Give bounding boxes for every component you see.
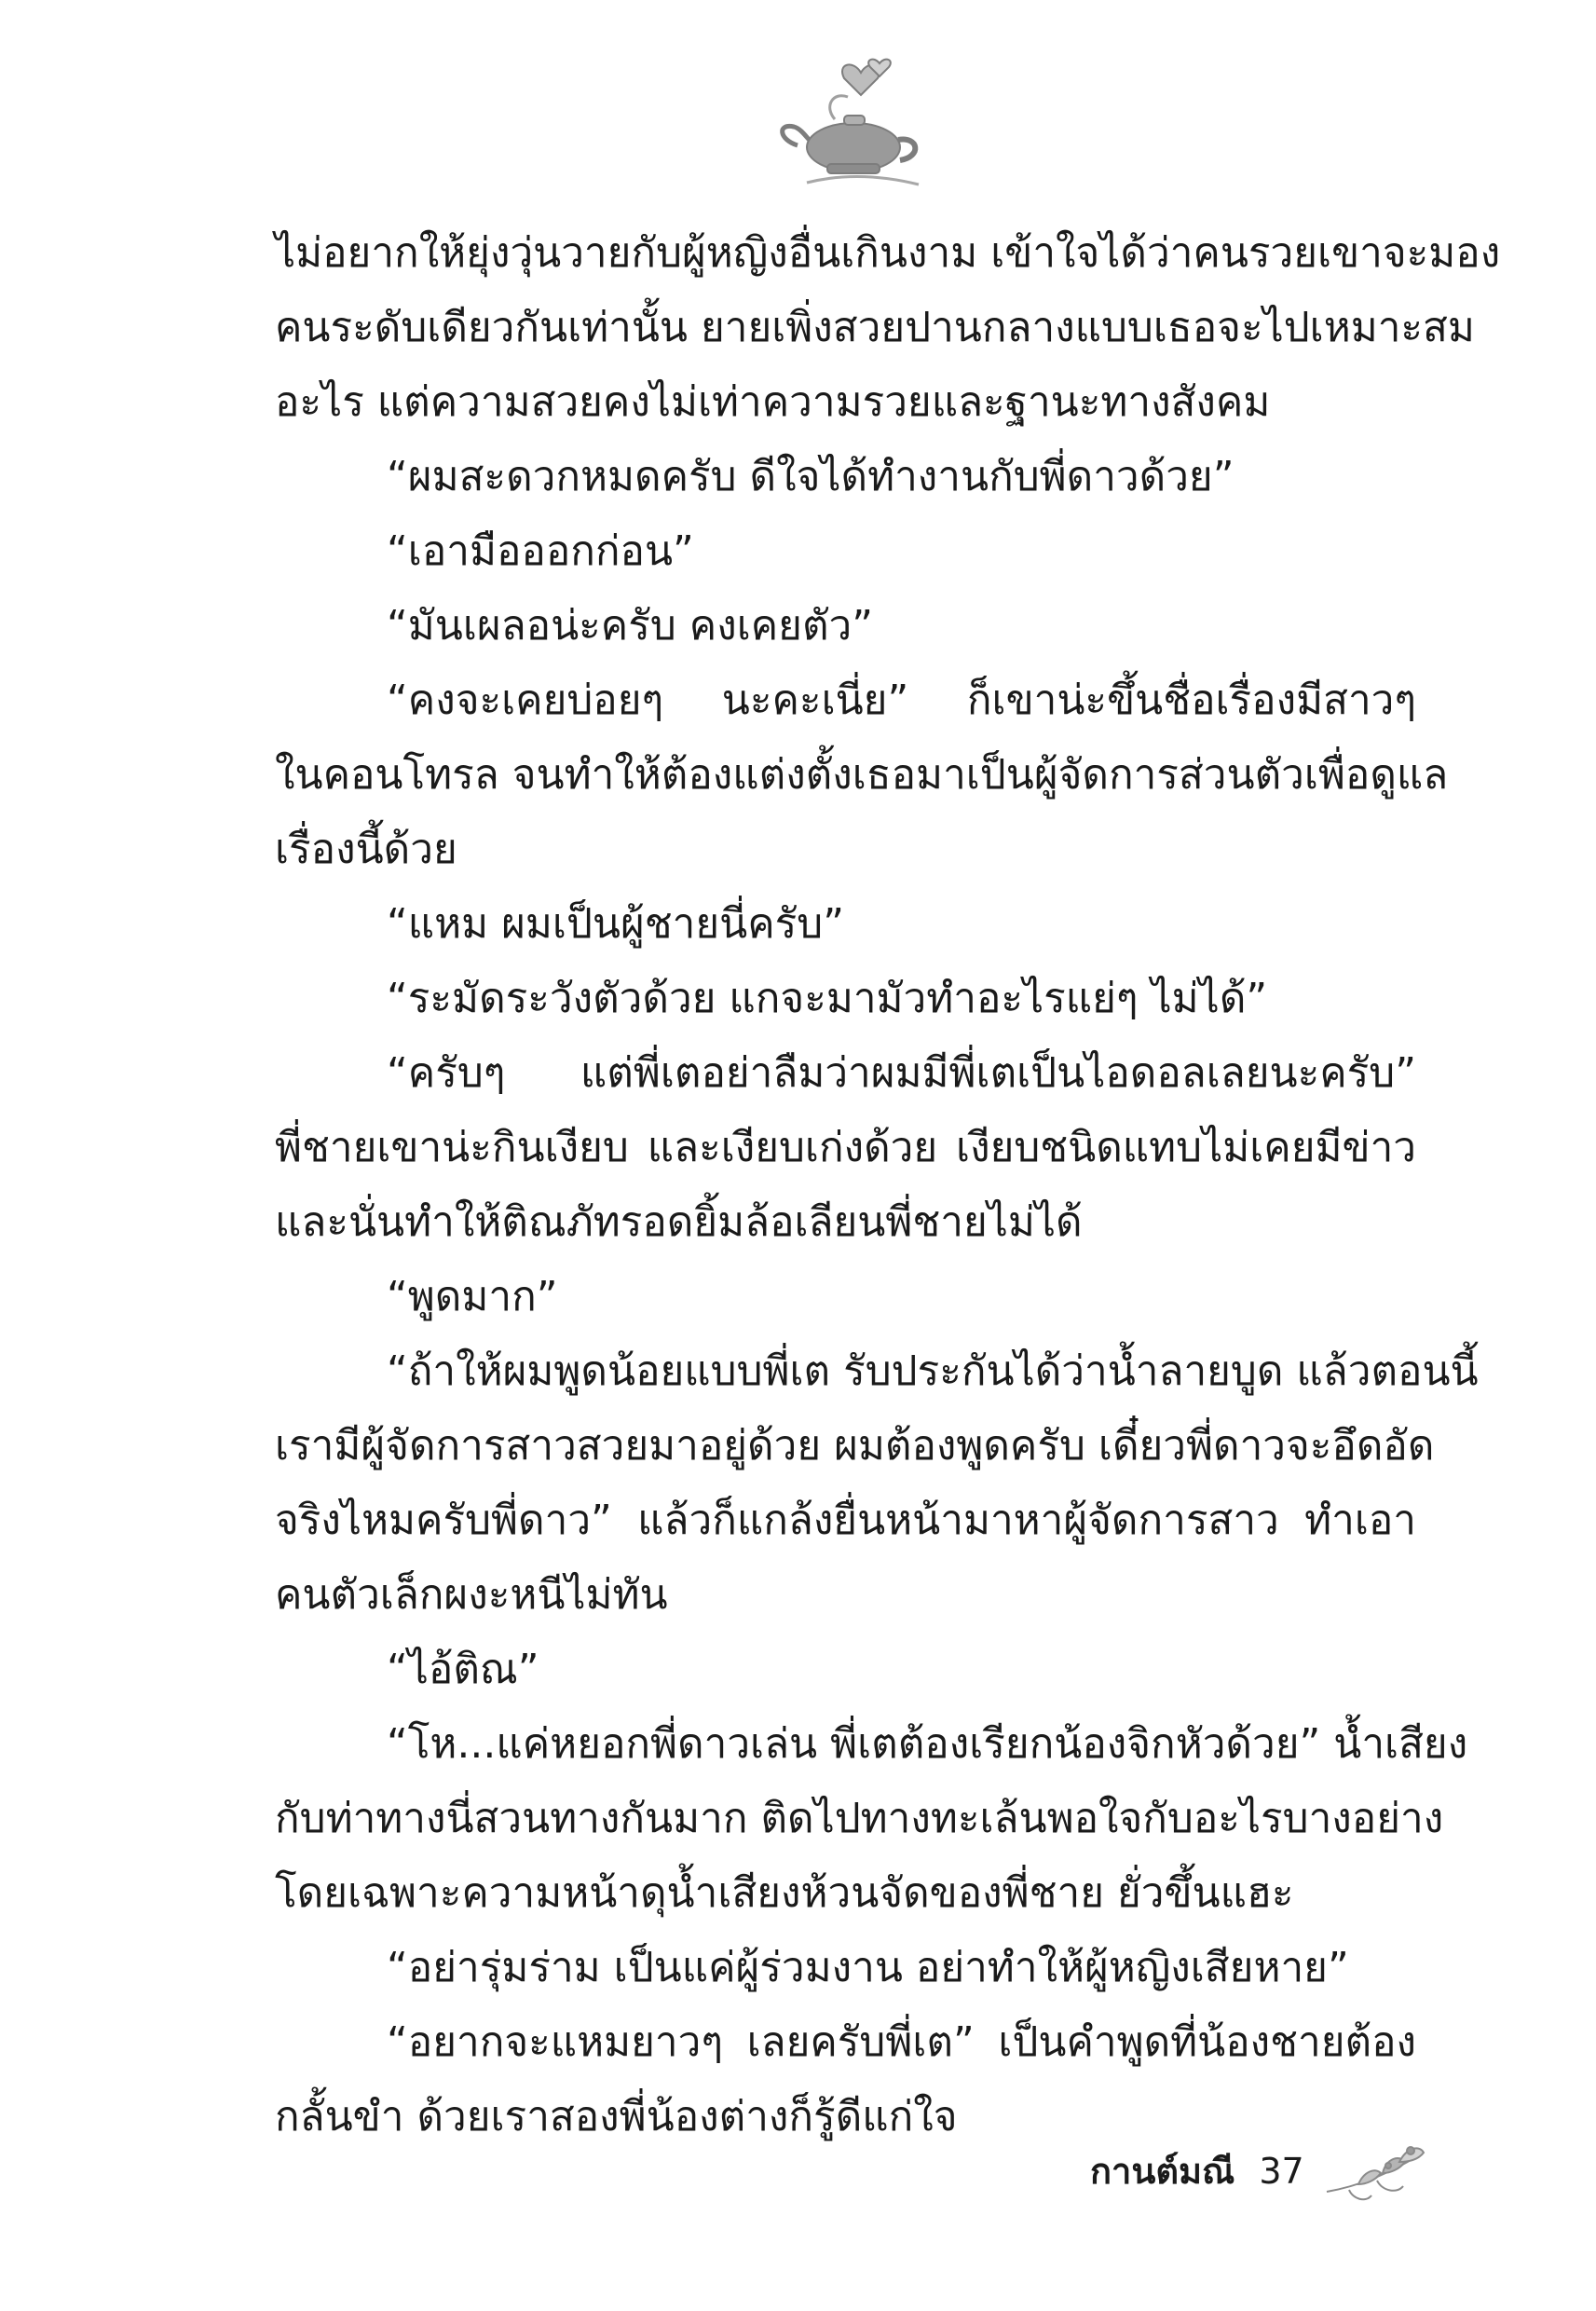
- text-line: จริงไหมครับพี่ดาว” แล้วก็แกล้งยื่นหน้ามาหาผู้จัดการสาว ทำเอา: [275, 1497, 1416, 1544]
- text-line: “แหม ผมเป็นผู้ชายนี่ครับ”: [387, 900, 844, 948]
- book-title: กานต์มณี: [1090, 2151, 1235, 2192]
- text-line: “อยากจะแหมยาวๆ เลยครับพี่เต” เป็นคำพูดที่น้องชายต้อง: [387, 2018, 1416, 2066]
- text-line: กับท่าทางนี่สวนทางกันมาก ติดไปทางทะเล้นพอใจกับอะไรบางอย่าง: [275, 1795, 1444, 1842]
- page-number: 37: [1259, 2151, 1304, 2192]
- body-text: [275, 216, 1501, 2154]
- text-line: “คงจะเคยบ่อยๆ นะคะเนี่ย” ก็เขาน่ะขึ้นชื่อเรื่องมีสาวๆ: [387, 677, 1416, 724]
- text-line: “ถ้าให้ผมพูดน้อยแบบพี่เต รับประกันได้ว่าน้ำลายบูด แล้วตอนนี้: [387, 1347, 1479, 1395]
- text-line: “โห...แค่หยอกพี่ดาวเล่น พี่เตต้องเรียกน้องจิกหัวด้วย” น้ำเสียง: [387, 1720, 1468, 1768]
- text-line: “ครับๆ แต่พี่เตอย่าลืมว่าผมมีพี่เตเป็นไอดอลเลยนะครับ”: [387, 1049, 1416, 1097]
- text-line: ไม่อยากให้ยุ่งวุ่นวายกับผู้หญิงอื่นเกินงาม เข้าใจได้ว่าคนรวยเขาจะมอง: [275, 229, 1501, 277]
- text-line: “ผมสะดวกหมดครับ ดีใจได้ทำงานกับพี่ดาวด้วย”: [387, 453, 1235, 500]
- text-line: โดยเฉพาะความหน้าดุน้ำเสียงห้วนจัดของพี่ชาย ยั่วขึ้นแฮะ: [275, 1869, 1294, 1917]
- teapot-heart-icon: [770, 54, 928, 194]
- text-line: คนระดับเดียวกันเท่านั้น ยายเพิ่งสวยปานกลางแบบเธอจะไปเหมาะสม: [275, 304, 1475, 351]
- text-line: ในคอนโทรล จนทำให้ต้องแต่งตั้งเธอมาเป็นผู้จัดการส่วนตัวเพื่อดูแล: [275, 751, 1449, 799]
- text-line: พี่ชายเขาน่ะกินเงียบ และเงียบเก่งด้วย เงียบชนิดแทบไม่เคยมีข่าว: [275, 1124, 1416, 1171]
- text-line: กลั้นขำ ด้วยเราสองพี่น้องต่างก็รู้ดีแก่ใจ: [275, 2093, 958, 2140]
- text-line: “ไอ้ติณ”: [387, 1646, 539, 1693]
- flower-sprig-icon: [1321, 2134, 1433, 2208]
- text-line: “มันเผลอน่ะครับ คงเคยตัว”: [387, 602, 874, 650]
- text-line: “พูดมาก”: [387, 1273, 558, 1320]
- page-footer: [1090, 2143, 1304, 2199]
- text-line: “อย่ารุ่มร่าม เป็นแค่ผู้ร่วมงาน อย่าทำให้ผู้หญิงเสียหาย”: [387, 1944, 1349, 1991]
- text-line: อะไร แต่ความสวยคงไม่เท่าความรวยและฐานะทางสังคม: [275, 378, 1271, 426]
- text-line: “เอามือออกก่อน”: [387, 527, 694, 575]
- text-line: เรามีผู้จัดการสาวสวยมาอยู่ด้วย ผมต้องพูดครับ เดี๋ยวพี่ดาวจะอึดอัด: [275, 1422, 1435, 1470]
- text-line: เรื่องนี้ด้วย: [275, 826, 457, 873]
- text-line: “ระมัดระวังตัวด้วย แกจะมามัวทำอะไรแย่ๆ ไม่ได้”: [387, 975, 1268, 1022]
- text-line: คนตัวเล็กผงะหนีไม่ทัน: [275, 1571, 668, 1619]
- text-line: และนั่นทำให้ติณภัทรอดยิ้มล้อเลียนพี่ชายไม่ได้: [275, 1198, 1083, 1246]
